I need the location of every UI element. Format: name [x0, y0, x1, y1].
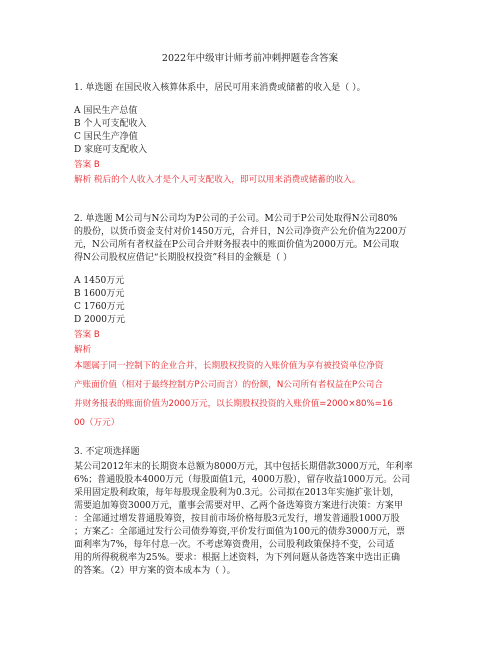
question-line: 面利率为7%，每年付息一次。不考虑筹资费用，公司股利政策保持不变，公司适 — [74, 540, 395, 550]
option-d: D 2000万元 — [74, 315, 125, 325]
question-line: ：全部通过增发普通股筹资，按目前市场价格每股3元发行，增发普通股1000万股 — [74, 514, 400, 524]
question-header: 3. 不定项选择题 — [74, 447, 140, 457]
explanation-line: 本题属于同一控制下的企业合并，长期股权投资的入账价值为享有被投资单位净资 — [74, 361, 384, 371]
option-b: B 1600万元 — [74, 289, 125, 299]
question-line: 得N公司股权应借记“长期股权投资”科目的金额是（ ） — [74, 253, 292, 263]
explanation-line: 00（万元） — [74, 418, 120, 428]
question-line: 2. 单选题 M公司与N公司均为P公司的子公司。M公司于P公司处取得N公司80% — [74, 214, 398, 224]
option-c: C 1760万元 — [74, 302, 125, 312]
question-line: 用的所得税税率为25%。要求：根据上述资料，为下列问题从备选答案中选出正确 — [74, 553, 401, 563]
page-title: 2022年中级审计师考前冲刺押题卷含答案 — [161, 53, 339, 64]
question-line: ；方案乙：全部通过发行公司债券筹资,平价发行面值为100元的债券3000万元，票 — [74, 527, 405, 537]
question-line: 采用固定股利政策，每年每股现金股利为0.3元。公司拟在2013年实施扩张计划， — [74, 488, 400, 498]
option-a: A 1450万元 — [74, 276, 125, 286]
option-d: D 家庭可支配收入 — [74, 145, 148, 155]
explanation-line: 产账面价值（相对于最终控制方P公司而言）的份额，N公司所有者权益在P公司合 — [74, 380, 383, 390]
answer-line: 答案 B — [74, 330, 100, 340]
question-2 — [74, 213, 430, 433]
explanation-label: 解析 — [74, 345, 92, 355]
question-line: 元，N公司所有者权益在P公司合并财务报表中的账面价值为2000万元。M公司取 — [74, 240, 400, 250]
question-line: 的股份，以货币资金支付对价1450万元，合并日，N公司净资产公允价值为2200万 — [74, 227, 407, 237]
question-line: 需要追加筹资3000万元，董事会需要对甲、乙两个备选筹资方案进行决策：方案甲 — [74, 501, 403, 511]
question-text — [74, 213, 430, 265]
answer-line: 答案 B — [74, 160, 100, 170]
question-header: 1. 单选题 在国民收入核算体系中，居民可用来消费或储蓄的收入是（ ）。 — [74, 83, 366, 93]
question-line: 6%；普通股股本4000万元（每股面值1元，4000万股），留存收益1000万元。公司 — [74, 475, 411, 485]
option-a: A 国民生产总值 — [74, 106, 138, 116]
explanation-line: 并财务报表的账面价值为2000万元，以长期股权投资的入账价值=2000×80%=16 — [74, 399, 393, 409]
question-text — [74, 461, 430, 578]
options-list — [74, 105, 430, 157]
question-1 — [74, 82, 430, 187]
options-list — [74, 275, 430, 327]
explanation-text — [74, 357, 430, 433]
option-b: B 个人可支配收入 — [74, 119, 147, 129]
explanation: 解析 税后的个人收入才是个人可支配收入，即可以用来消费或储蓄的收入。 — [74, 175, 361, 185]
question-line: 的答案。（2）甲方案的资本成本为（ ）。 — [74, 566, 236, 576]
question-3 — [74, 446, 430, 578]
option-c: C 国民生产净值 — [74, 132, 138, 142]
question-line: 某公司2012年末的长期资本总额为8000万元，其中包括长期借款3000万元，年利率 — [74, 462, 413, 472]
